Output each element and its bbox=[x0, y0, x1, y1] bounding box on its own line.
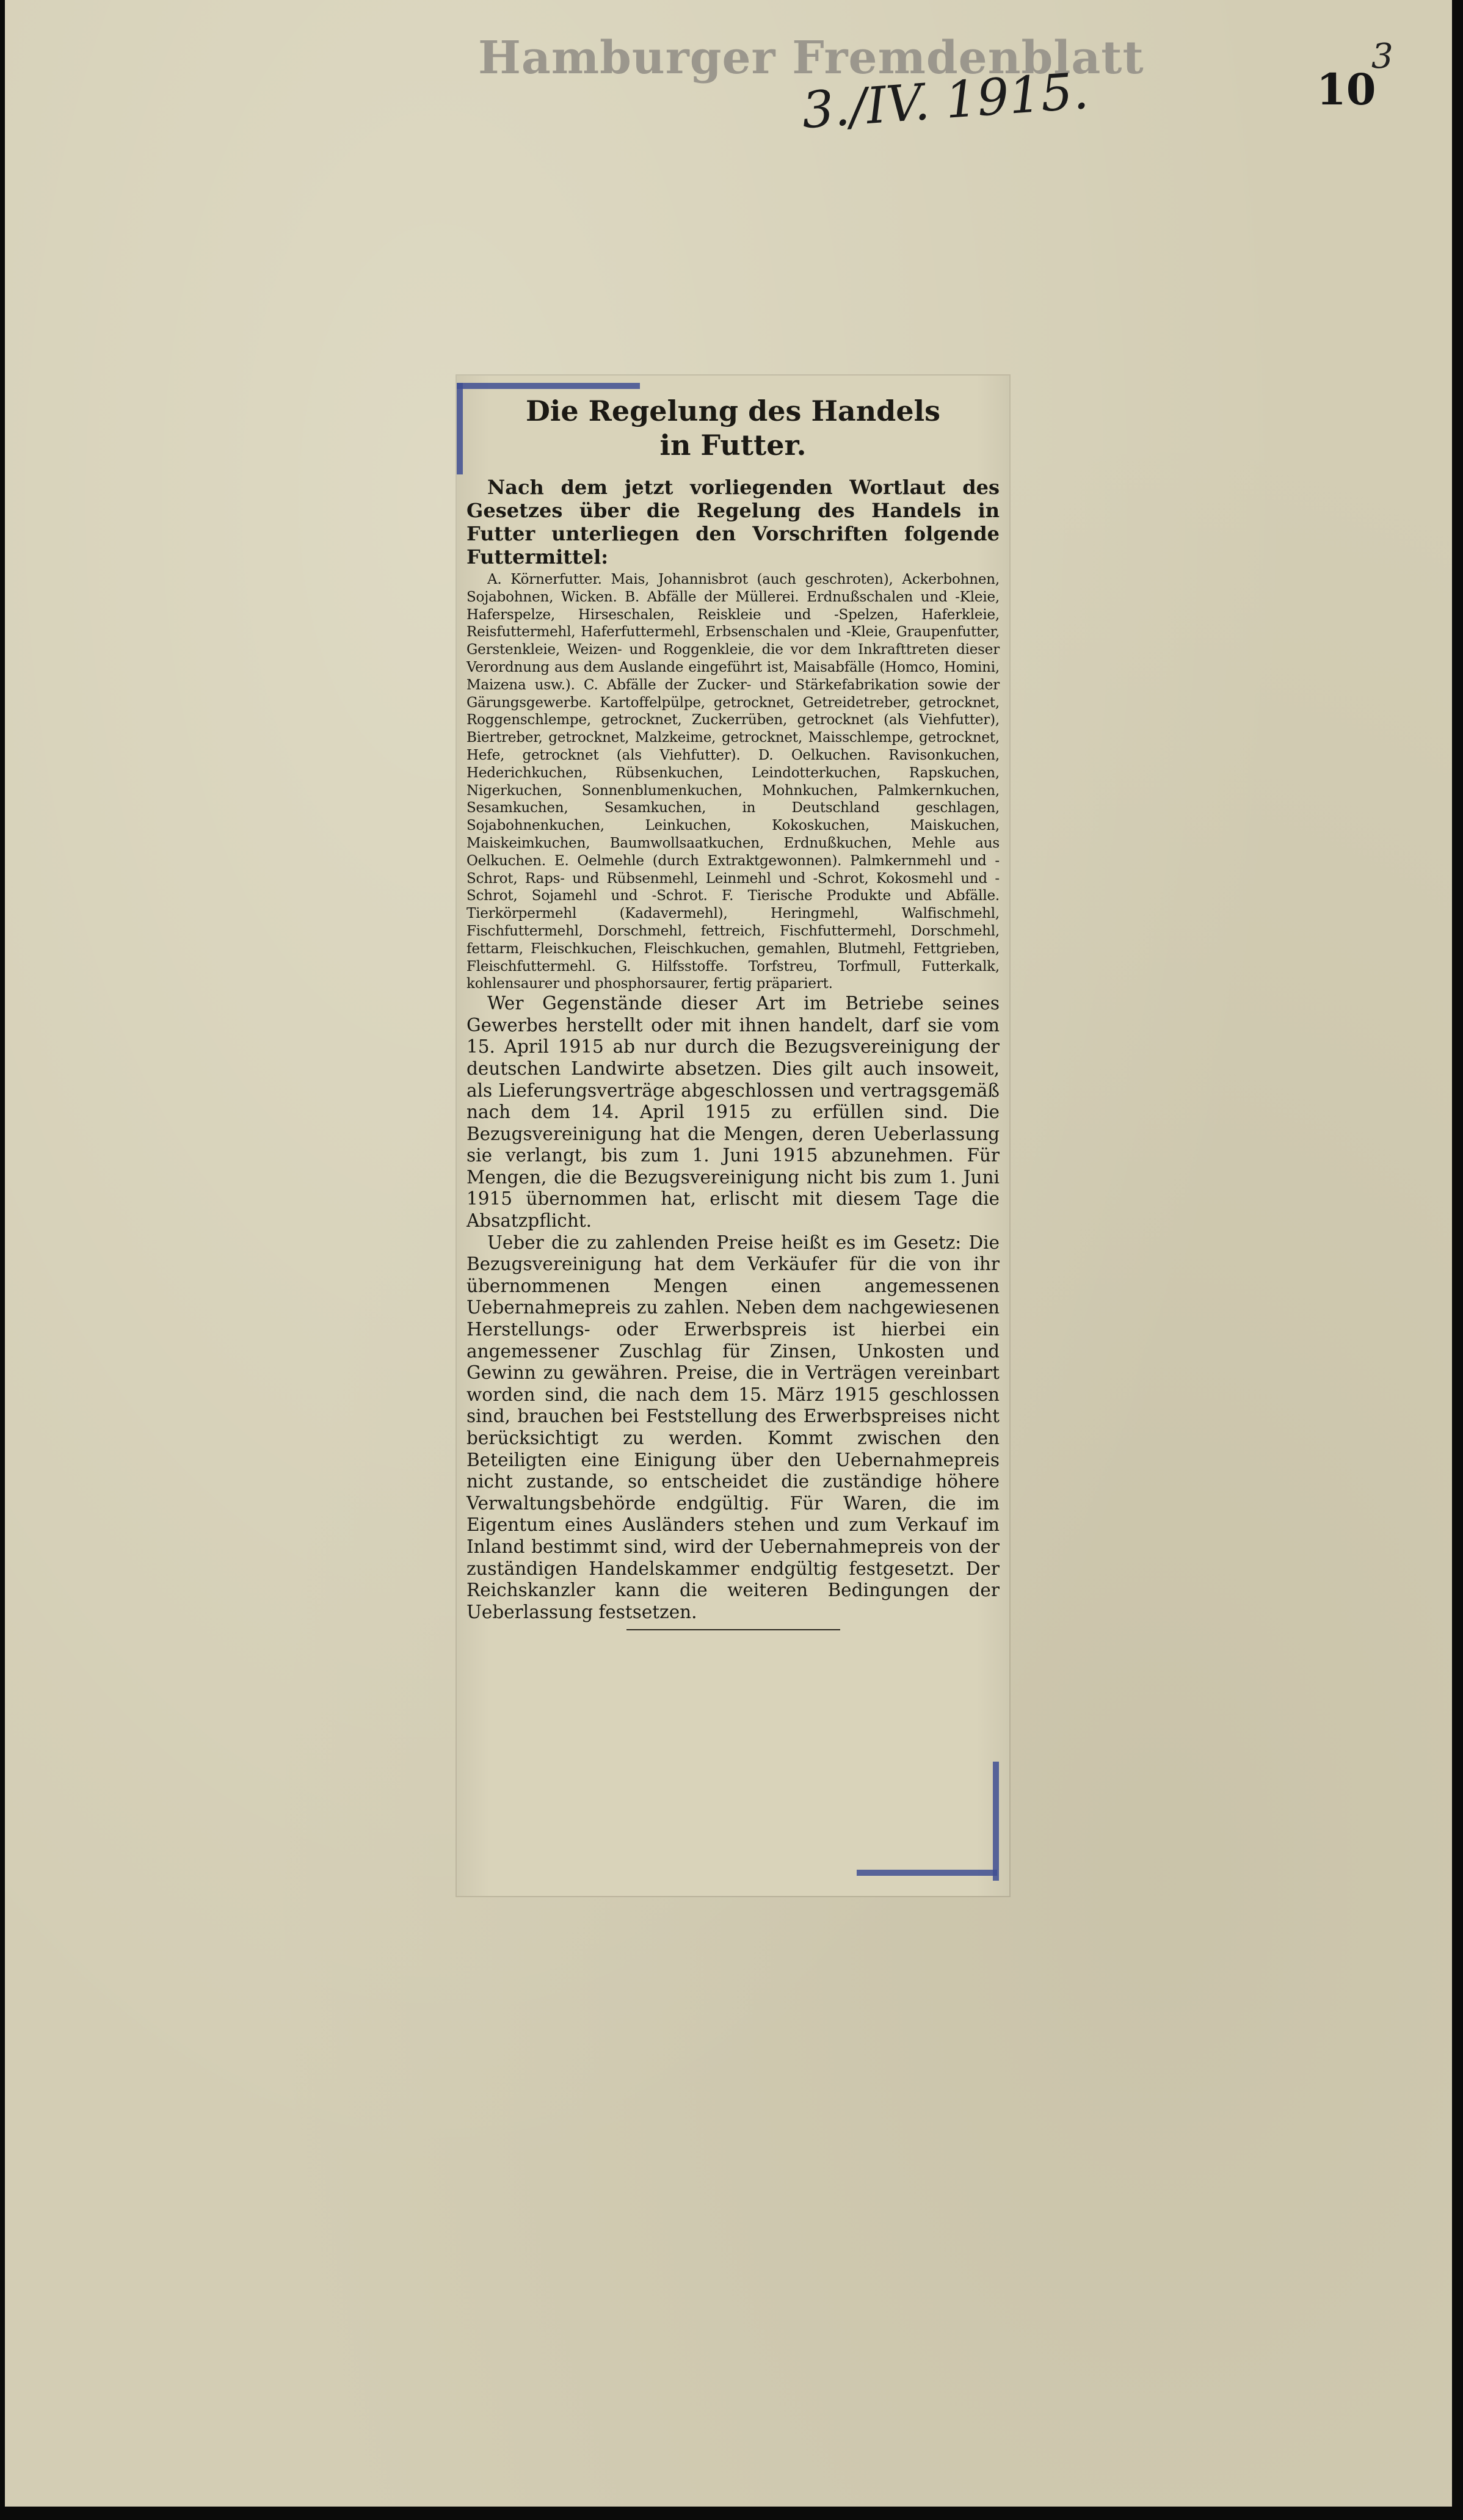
article-title-line-2: in Futter. bbox=[659, 429, 807, 462]
article-paragraph-sales: Wer Gegenstände dieser Art im Betriebe seines Gewerbes herstellt oder mit ihnen handelt, darf sie vom 15. April 1915 ab nur durch die Bezugsvereinigung der deutschen Landwirte absetzen. Dies gilt auch insoweit, als Lieferungsverträge abgeschlossen und vertragsgemäß nach dem 14. April 1915 zu erfüllen sind. Die Bezugsvereinigung hat die Mengen, deren Ueberlassung sie verlangt, bis zum 1. Juni 1915 abzunehmen. Für Mengen, die die Bezugsvereinigung nicht bis zum 1. Juni 1915 übernommen hat, erlischt mit diesem Tage die Absatzpflicht. bbox=[466, 993, 1000, 1232]
blue-pencil-mark-right bbox=[993, 1762, 999, 1881]
feed-list-paragraph: A. Körnerfutter. Mais, Johannisbrot (auch geschroten), Ackerbohnen, Sojabohnen, Wicken. B. Abfälle der Müllerei. Erdnußschalen und -Kleie, Haferspelze, Hirseschalen, Reiskleie und -Spelzen, Haferkleie, Reisfuttermehl, Haferfuttermehl, Erbsenschalen und -Kleie, Graupenfutter, Gerstenkleie, Weizen- und Roggenkleie, die vor dem Inkrafttreten dieser Verordnung aus dem Auslande eingeführt ist, Maisabfälle (Homco, Homini, Maizena usw.). C. Abfälle der Zucker- und Stärkefabrikation sowie der Gärungsgewerbe. Kartoffelpülpe, getrocknet, Getreidetreber, getrocknet, Roggenschlempe, getrocknet, Zuckerrüben, getrocknet (als Viehfutter), Biertreber, getrocknet, Malzkeime, getrocknet, Maisschlempe, getrocknet, Hefe, getrocknet (als Viehfutter). D. Oelkuchen. Ravisonkuchen, Hederichkuchen, Rübsenkuchen, Leindotterkuchen, Rapskuchen, Nigerkuchen, Sonnenblumenkuchen, Mohnkuchen, Palmkernkuchen, Sesamkuchen, Sesamkuchen, in Deutschland geschlagen, Sojabohnenkuchen, Leinkuchen, Kokoskuchen, Maiskuchen, Maiskeimkuchen, Baumwollsaatkuchen, Erdnußkuchen, Mehle aus Oelkuchen. E. Oelmehle (durch Extraktgewonnen). Palmkernmehl und -Schrot, Raps- und Rübsenmehl, Leinmehl und -Schrot, Kokosmehl und -Schrot, Sojamehl und -Schrot. F. Tierische Produkte und Abfälle. Tierkörpermehl (Kadavermehl), Heringmehl, Walfischmehl, Fischfuttermehl, Dorschmehl, fettreich, Fischfuttermehl, Dorschmehl, fettarm, Fleischkuchen, Fleischkuchen, gemahlen, Blutmehl, Fettgrieben, Fleischfuttermehl. G. Hilfsstoffe. Torfstreu, Torfmull, Futterkalk, kohlensaurer und phosphorsaurer, fertig präpariert. bbox=[466, 572, 1000, 992]
article-body bbox=[466, 476, 1000, 1630]
blue-pencil-mark-bottom bbox=[857, 1870, 997, 1876]
blue-pencil-mark-left bbox=[457, 383, 463, 474]
page-number-mark: 3 bbox=[1371, 37, 1393, 76]
newspaper-stamp: Hamburger Fremdenblatt bbox=[478, 32, 1144, 84]
handwritten-date: 3./IV. 1915. bbox=[800, 62, 1091, 140]
article-paragraph-prices: Ueber die zu zahlenden Preise heißt es im Gesetz: Die Bezugsvereinigung hat dem Verkäufer für die von ihr übernommenen Mengen einen angemessenen Uebernahmepreis zu zahlen. Neben dem nachgewiesenen Herstellungs- oder Erwerbspreis ist hierbei ein angemessener Zuschlag für Zinsen, Unkosten und Gewinn zu gewähren. Preise, die in Verträgen vereinbart worden sind, die nach dem 15. März 1915 geschlossen sind, brauchen bei Feststellung des Erwerbspreises nicht berücksichtigt zu werden. Kommt zwischen den Beteiligten eine Einigung über den Uebernahmepreis nicht zustande, so entscheidet die zuständige höhere Verwaltungsbehörde endgültig. Für Waren, die im Eigentum eines Ausländers stehen und zum Verkauf im Inland bestimmt sind, wird der Uebernahmepreis von der zuständigen Handelskammer endgültig festgesetzt. Der Reichskanzler kann die weiteren Bedingungen der Ueberlassung festsetzen. bbox=[466, 1232, 1000, 1622]
article-title bbox=[457, 394, 1009, 462]
blue-pencil-mark-top bbox=[457, 383, 640, 389]
archive-sheet bbox=[5, 0, 1452, 2507]
page-number: 10 bbox=[1316, 64, 1376, 115]
article-lead-paragraph: Nach dem jetzt vorliegenden Wortlaut des Gesetzes über die Regelung des Handels in Futter unterliegen den Vorschriften folgende Futtermittel: bbox=[466, 476, 1000, 568]
article-title-line-1: Die Regelung des Handels bbox=[526, 394, 940, 427]
article-end-rule bbox=[626, 1629, 840, 1630]
newspaper-clipping bbox=[457, 376, 1009, 1896]
